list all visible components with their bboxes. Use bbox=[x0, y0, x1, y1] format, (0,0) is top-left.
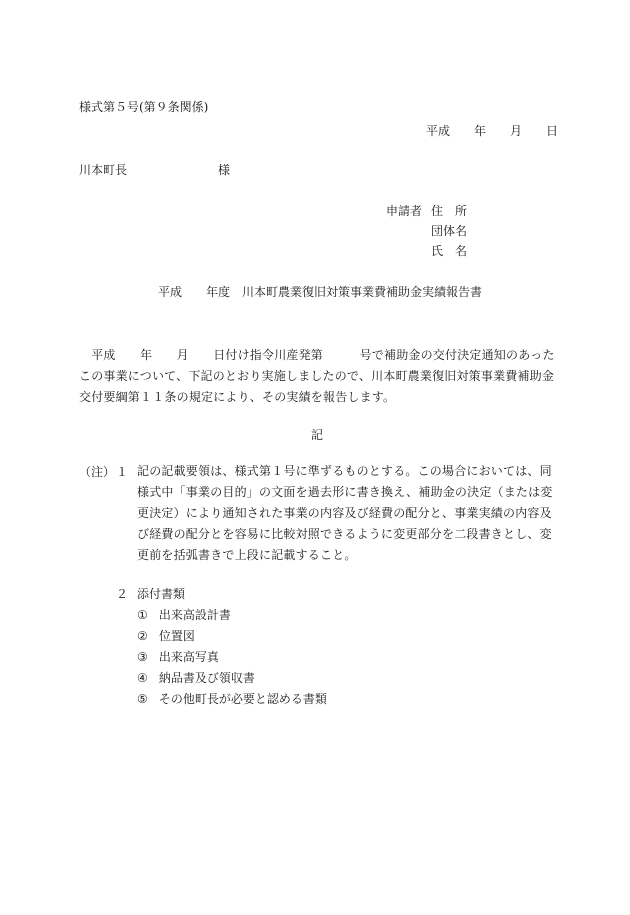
addressee-honorific: 様 bbox=[218, 163, 231, 177]
attachment-text: 出来高写真 bbox=[158, 650, 219, 664]
applicant-org-label: 団体名 bbox=[431, 224, 468, 238]
attachment-item bbox=[137, 693, 327, 705]
document-title: 平成 年度 川本町農業復旧対策事業費補助金実績報告書 bbox=[158, 285, 483, 299]
attachment-text: 位置図 bbox=[158, 629, 195, 643]
note-prefix: （注） bbox=[79, 465, 116, 479]
attachment-number: ⑤ bbox=[137, 692, 148, 706]
attachment-item bbox=[137, 630, 195, 642]
attachment-number: ① bbox=[137, 608, 148, 622]
note1-number: １ bbox=[116, 465, 129, 479]
note2-title: 添付書類 bbox=[137, 587, 186, 601]
body-paragraph: 平成 年 月 日付け指令川産発第 号で補助金の交付決定通知のあったこの事業について、下記のとおり実施しましたので、川本町農業復旧対策事業費補助金交付要綱第１１条の規定により、その実績を報告します。 bbox=[79, 348, 555, 404]
note1-text: 記の記載要領は、様式第１号に準ずるものとする。この場合においては、同様式中「事業の目的」の文面を過去形に書き換え、補助金の決定（または変更決定）により通知された事業の内容及び経費の配分と、事業実績の内容及び経費の配分とを容易に比較対照できるように変更部分を二段書きとし、変更前を括弧書きで上段に記載すること。 bbox=[137, 464, 553, 562]
attachment-item bbox=[137, 672, 255, 684]
ki-heading: 記 bbox=[311, 428, 324, 442]
attachment-number: ④ bbox=[137, 671, 148, 685]
attachment-text: 出来高設計書 bbox=[158, 608, 231, 622]
attachment-number: ③ bbox=[137, 650, 148, 664]
attachment-text: 納品書及び領収書 bbox=[158, 671, 255, 685]
attachment-text: その他町長が必要と認める書類 bbox=[158, 692, 327, 706]
attachment-number: ② bbox=[137, 629, 148, 643]
attachment-item bbox=[137, 651, 219, 663]
addressee-name: 川本町長 bbox=[79, 163, 128, 177]
form-number: 様式第５号(第９条関係) bbox=[79, 100, 209, 114]
applicant-name-label: 氏 名 bbox=[431, 244, 468, 258]
attachment-item bbox=[137, 609, 231, 621]
note2-number: ２ bbox=[116, 587, 129, 601]
applicant-address-label: 住 所 bbox=[431, 204, 468, 218]
applicant-title: 申請者 bbox=[386, 204, 423, 218]
date-line: 平成 年 月 日 bbox=[426, 124, 559, 138]
